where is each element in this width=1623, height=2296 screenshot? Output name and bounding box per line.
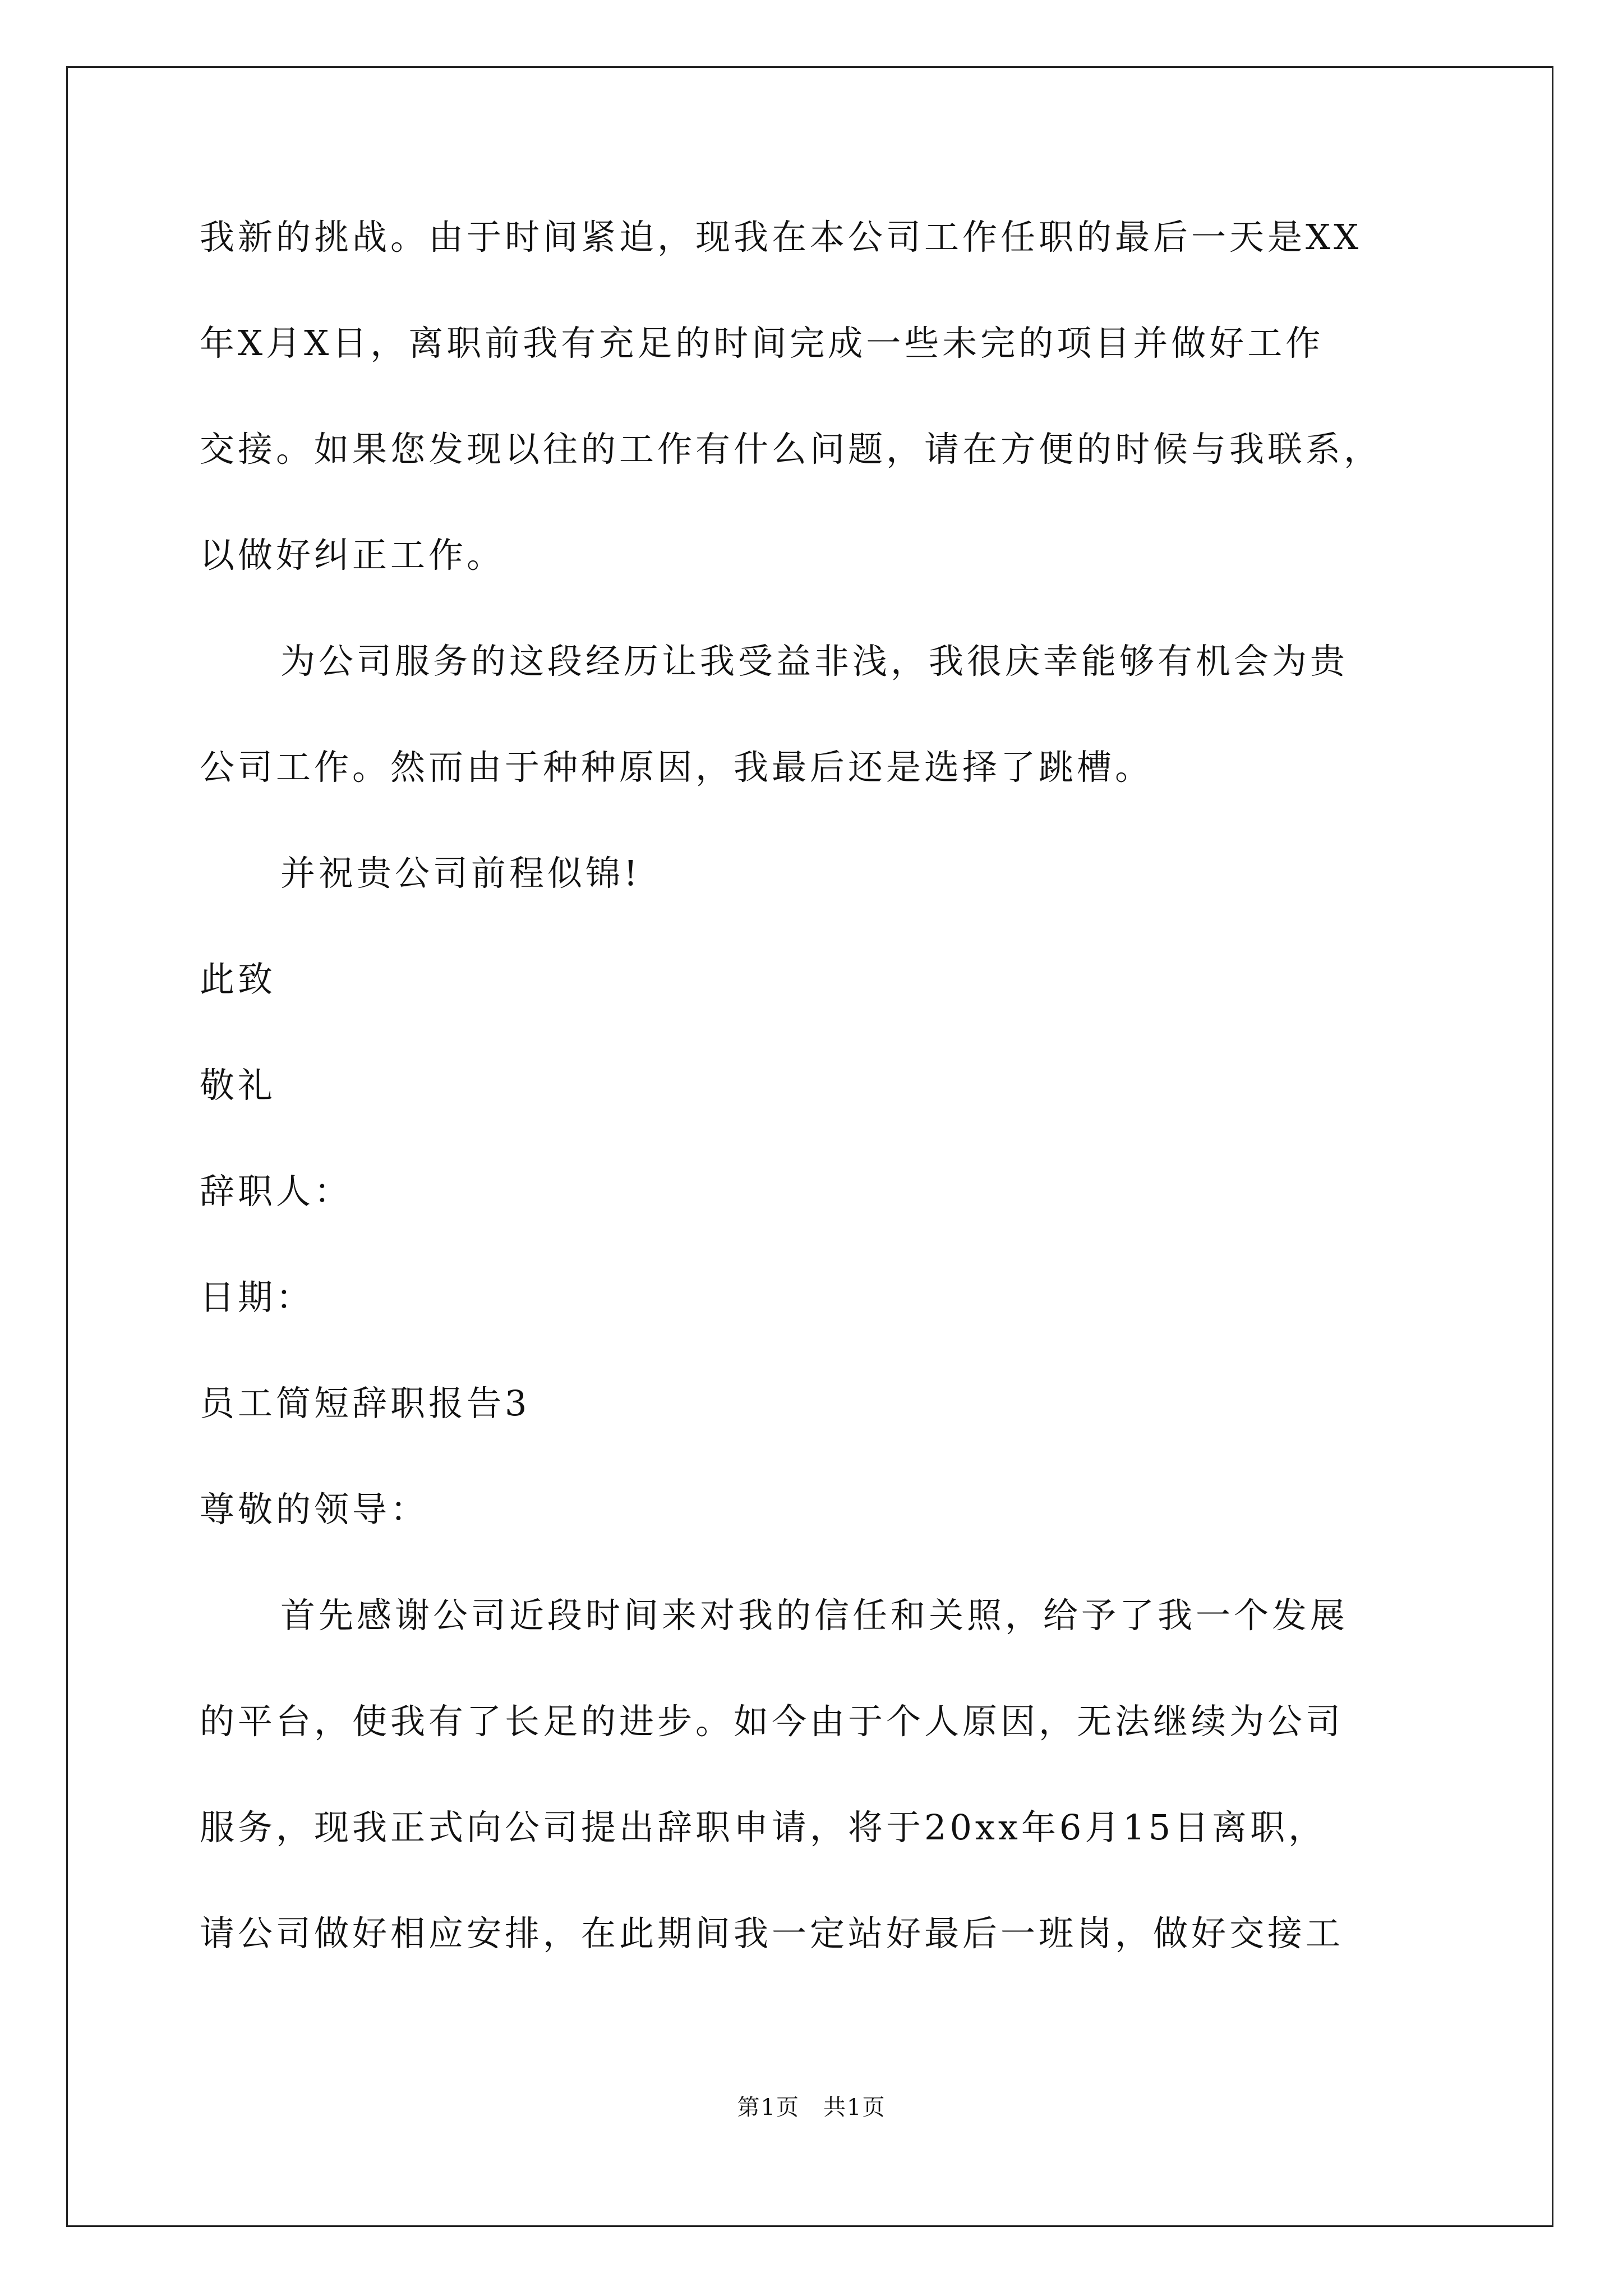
salutation-line: 此致 xyxy=(200,959,276,1000)
text-line: 公司工作。然而由于种种原因，我最后还是选择了跳槽。 xyxy=(200,747,1154,788)
text-line: 以做好纠正工作。 xyxy=(200,535,505,576)
text-line: 并祝贵公司前程似锦! xyxy=(280,853,641,894)
section-title: 员工简短辞职报告3 xyxy=(200,1383,531,1424)
salutation-line: 敬礼 xyxy=(200,1065,276,1106)
text-line: 首先感谢公司近段时间来对我的信任和关照，给予了我一个发展 xyxy=(280,1595,1349,1636)
text-line: 为公司服务的这段经历让我受益非浅，我很庆幸能够有机会为贵 xyxy=(280,641,1349,682)
date-line: 日期： xyxy=(200,1277,315,1318)
greeting-line: 尊敬的领导： xyxy=(200,1489,429,1530)
text-line: 请公司做好相应安排，在此期间我一定站好最后一班岗，做好交接工 xyxy=(200,1913,1344,1954)
text-line: 年X月X日，离职前我有充足的时间完成一些未完的项目并做好工作 xyxy=(200,323,1324,364)
text-line: 服务，现我正式向公司提出辞职申请，将于20xx年6月15日离职， xyxy=(200,1807,1327,1848)
page-footer: 第1页 共1页 xyxy=(737,2095,886,2120)
text-line: 我新的挑战。由于时间紧迫，现我在本公司工作任职的最后一天是XX xyxy=(200,217,1362,257)
signer-line: 辞职人： xyxy=(200,1171,353,1212)
text-line: 交接。如果您发现以往的工作有什么问题，请在方便的时候与我联系， xyxy=(200,429,1382,470)
text-line: 的平台，使我有了长足的进步。如今由于个人原因，无法继续为公司 xyxy=(200,1701,1344,1742)
page-frame xyxy=(66,66,1553,2227)
